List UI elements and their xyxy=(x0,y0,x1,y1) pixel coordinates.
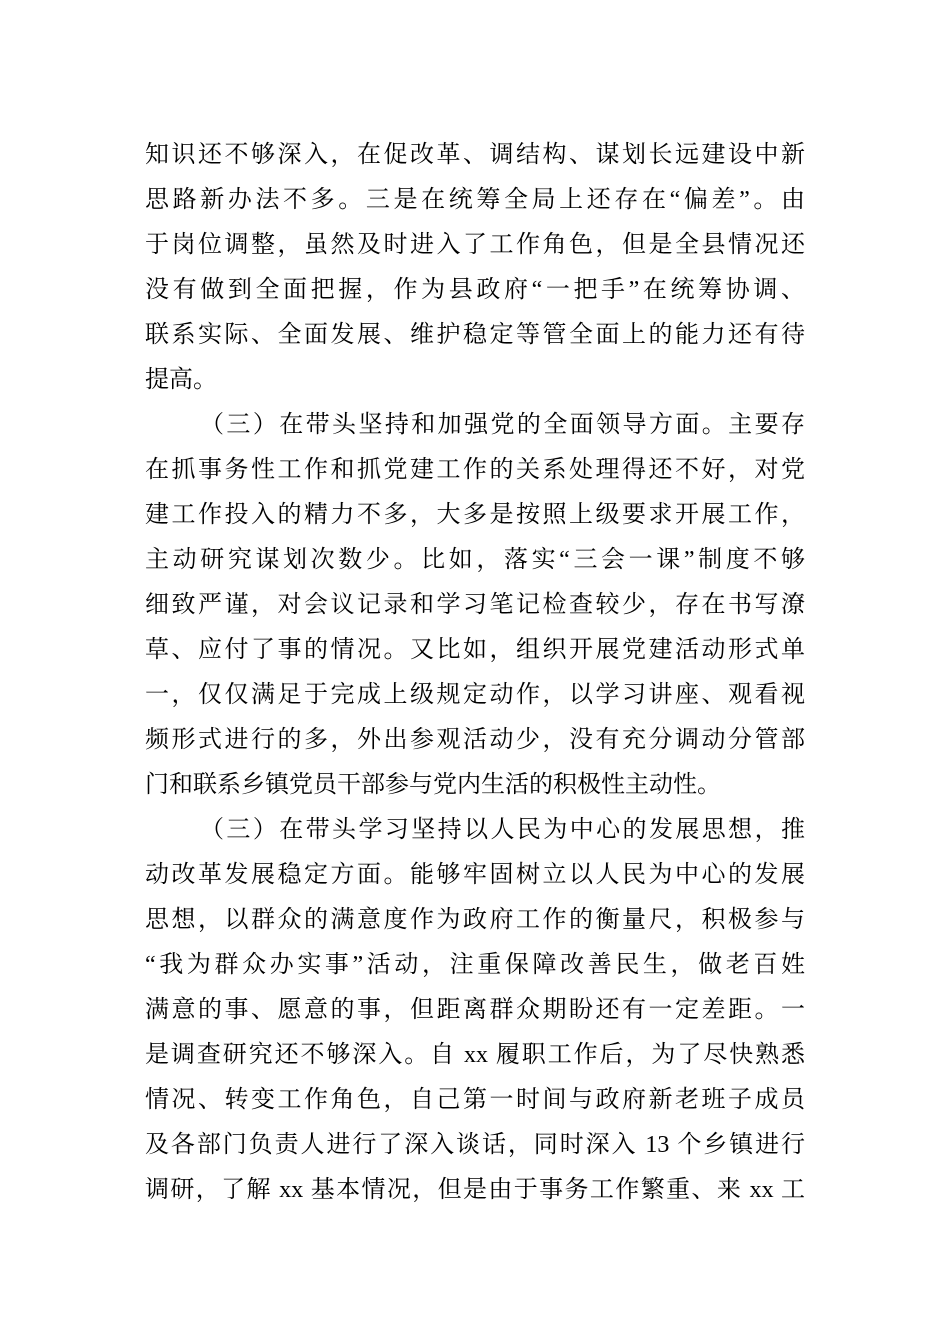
text-line: 一，仅仅满足于完成上级规定动作，以学习讲座、观看视 xyxy=(145,682,805,708)
text-line: “我为群众办实事”活动，注重保障改善民生，做老百姓 xyxy=(145,952,805,978)
text-line: 细致严谨，对会议记录和学习笔记检查较少，存在书写潦 xyxy=(145,592,805,618)
text-line: 及各部门负责人进行了深入谈话，同时深入 13 个乡镇进行 xyxy=(145,1132,805,1158)
text-line: 于岗位调整，虽然及时进入了工作角色，但是全县情况还 xyxy=(145,232,805,258)
text-line: 联系实际、全面发展、维护稳定等管全面上的能力还有待 xyxy=(145,322,805,348)
text-line: （三）在带头学习坚持以人民为中心的发展思想，推 xyxy=(200,817,805,843)
text-line: 思路新办法不多。三是在统筹全局上还存在“偏差”。由 xyxy=(145,187,805,213)
text-line: 草、应付了事的情况。又比如，组织开展党建活动形式单 xyxy=(145,637,805,663)
text-line: 动改革发展稳定方面。能够牢固树立以人民为中心的发展 xyxy=(145,862,805,888)
text-line: 情况、转变工作角色，自己第一时间与政府新老班子成员 xyxy=(145,1087,805,1113)
text-line: 门和联系乡镇党员干部参与党内生活的积极性主动性。 xyxy=(145,772,721,798)
text-line: 在抓事务性工作和抓党建工作的关系处理得还不好，对党 xyxy=(145,457,805,483)
text-line: （三）在带头坚持和加强党的全面领导方面。主要存 xyxy=(200,412,805,438)
text-line: 建工作投入的精力不多，大多是按照上级要求开展工作， xyxy=(145,502,805,528)
text-line: 频形式进行的多，外出参观活动少，没有充分调动分管部 xyxy=(145,727,805,753)
text-line: 知识还不够深入，在促改革、调结构、谋划长远建设中新 xyxy=(145,142,805,168)
text-line: 主动研究谋划次数少。比如，落实“三会一课”制度不够 xyxy=(145,547,805,573)
text-line: 调研，了解 xx 基本情况，但是由于事务工作繁重、来 xx 工 xyxy=(145,1177,805,1203)
text-line: 提高。 xyxy=(145,367,217,393)
text-line: 满意的事、愿意的事，但距离群众期盼还有一定差距。一 xyxy=(145,997,805,1023)
text-line: 没有做到全面把握，作为县政府“一把手”在统筹协调、 xyxy=(145,277,805,303)
text-line: 是调查研究还不够深入。自 xx 履职工作后，为了尽快熟悉 xyxy=(145,1042,805,1068)
text-line: 思想，以群众的满意度作为政府工作的衡量尺，积极参与 xyxy=(145,907,805,933)
